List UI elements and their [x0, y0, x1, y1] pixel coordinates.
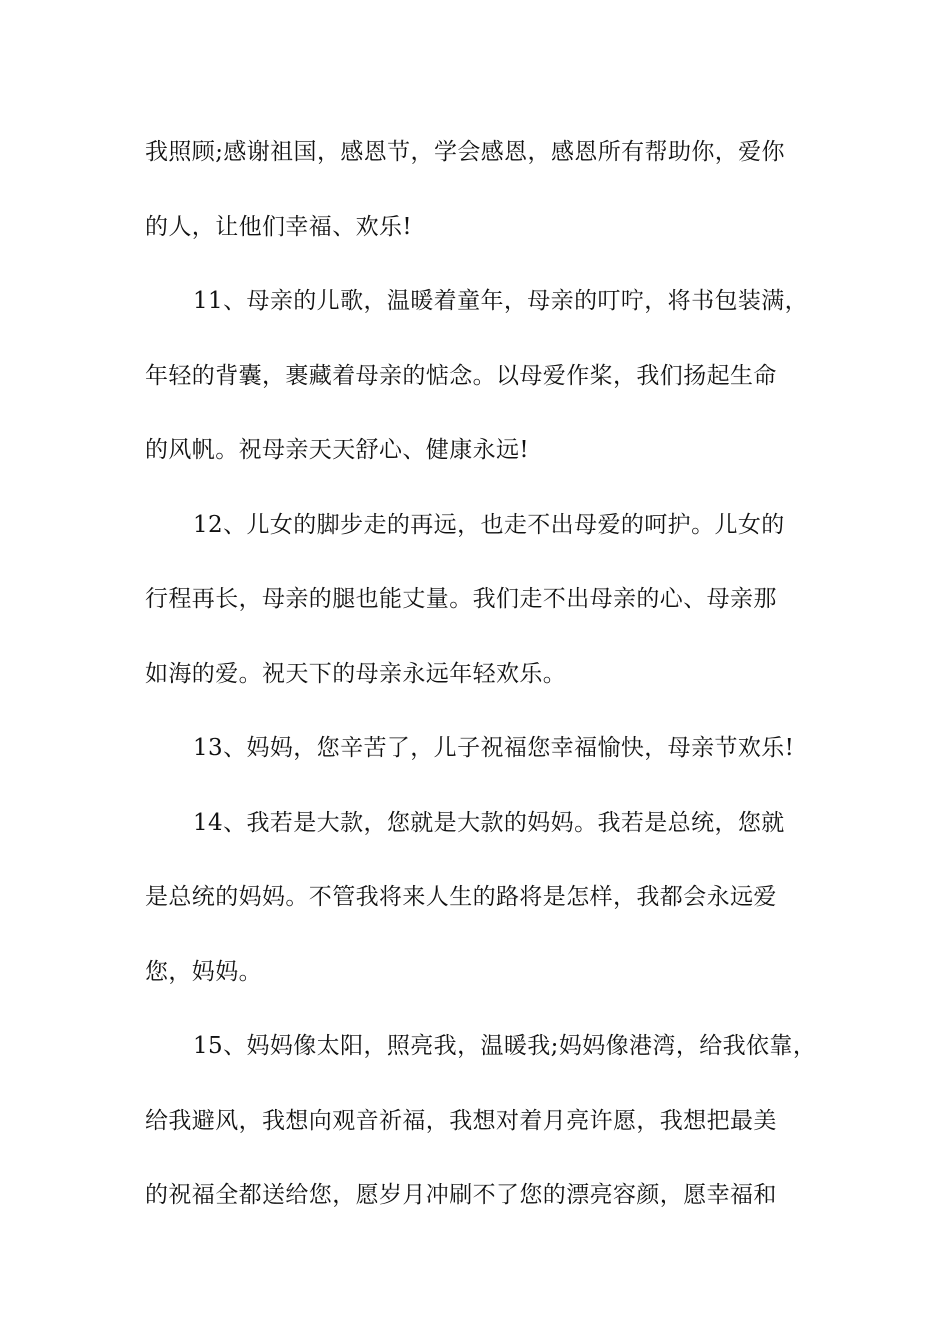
- text-line: 的人，让他们幸福、欢乐!: [145, 214, 413, 240]
- text-line: 的风帆。祝母亲天天舒心、健康永远!: [145, 437, 530, 463]
- text-line: 年轻的背囊，裹藏着母亲的惦念。以母爱作桨，我们扬起生命: [145, 363, 777, 389]
- paragraph-11-line: 11、母亲的儿歌，温暖着童年，母亲的叮咛，将书包装满，: [193, 288, 809, 314]
- text-line: 我照顾;感谢祖国，感恩节，学会感恩，感恩所有帮助你，爱你: [145, 139, 785, 165]
- paragraph-15-line: 15、妈妈像太阳，照亮我，温暖我;妈妈像港湾，给我依靠，: [193, 1033, 817, 1059]
- text-line: 的祝福全都送给您，愿岁月冲刷不了您的漂亮容颜，愿幸福和: [145, 1182, 777, 1208]
- text-line: 如海的爱。祝天下的母亲永远年轻欢乐。: [145, 661, 567, 687]
- text-line: 您，妈妈。: [145, 959, 262, 985]
- paragraph-14-line: 14、我若是大款，您就是大款的妈妈。我若是总统，您就: [193, 810, 785, 836]
- text-line: 行程再长，母亲的腿也能丈量。我们走不出母亲的心、母亲那: [145, 586, 777, 612]
- text-line: 是总统的妈妈。不管我将来人生的路将是怎样，我都会永远爱: [145, 884, 777, 910]
- paragraph-13-line: 13、妈妈，您辛苦了，儿子祝福您幸福愉快，母亲节欢乐!: [193, 735, 795, 761]
- text-line: 给我避风，我想向观音祈福，我想对着月亮许愿，我想把最美: [145, 1108, 777, 1134]
- paragraph-12-line: 12、儿女的脚步走的再远，也走不出母爱的呵护。儿女的: [193, 512, 785, 538]
